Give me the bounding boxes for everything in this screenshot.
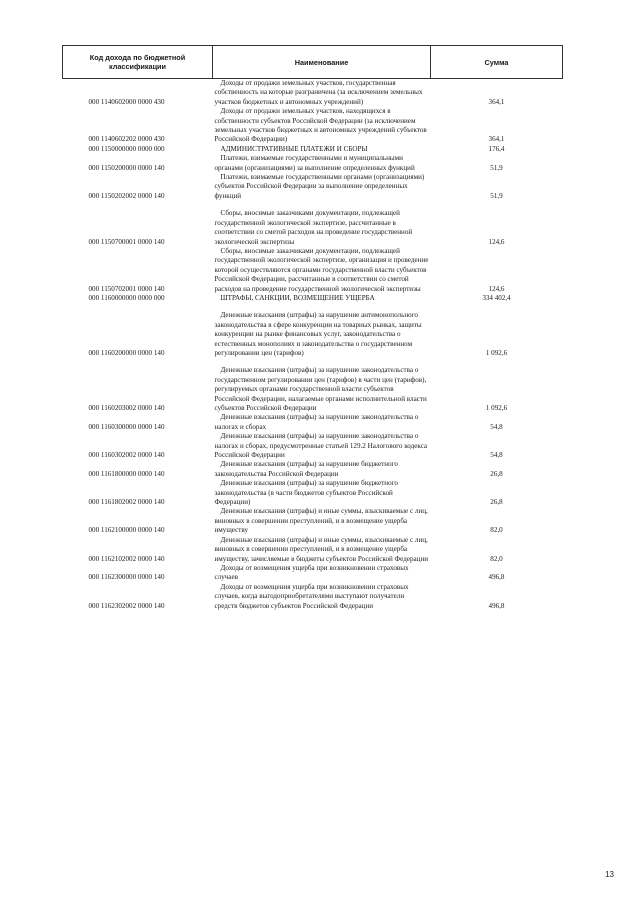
row-code: 000 1161800000 0000 140 [88,469,165,478]
row-code: 000 1161802002 0000 140 [88,498,165,507]
table-row [63,564,563,583]
table-row [63,173,563,201]
row-name: Денежные взыскания (штрафы) за нарушение бюджетного законодательства (в части бюджетов субъектов Российской Федерации) [214,479,398,507]
row-name: ШТРАФЫ, САНКЦИИ, ВОЗМЕЩЕНИЕ УЩЕРБА [220,293,375,302]
row-name: Денежные взыскания (штрафы) и иные суммы, взыскиваемые с лиц, виновных в совершении преступлений, и в возмещение ущерба имуществу [214,507,428,535]
page-number: 13 [605,870,614,879]
row-code: 000 1140602202 0000 430 [88,135,165,144]
row-code: 000 1160000000 0000 000 [88,293,165,302]
row-code: 000 1160302002 0000 140 [88,451,165,460]
table-row [63,247,563,294]
row-name: Доходы от продажи земельных участков, государственная собственность на которые разграничена (за исключением земельных участков бюджетных и автономных учреждений) [214,79,423,106]
table-body [63,79,563,611]
table-row [63,536,563,564]
table-row [63,201,563,247]
row-sum: 1 092,6 [485,404,508,412]
row-code: 000 1162102002 0000 140 [88,554,165,563]
row-sum: 364,1 [488,135,505,144]
row-sum: 334 402,4 [482,293,511,302]
row-name: Платежи, взимаемые государственными и муниципальными органами (организациями) за выполнение определенных функций [214,154,415,172]
table-row [63,294,563,303]
table-row [63,303,563,358]
row-code: 000 1150702001 0000 140 [88,284,165,293]
row-name: АДМИНИСТРАТИВНЫЕ ПЛАТЕЖИ И СБОРЫ [220,144,368,153]
row-sum: 124,6 [488,284,505,293]
row-name: Денежные взыскания (штрафы) за нарушение законодательства о налогах и сборах [214,413,419,431]
row-sum: 496,8 [488,573,505,582]
table-header-row [63,46,563,79]
row-code: 000 1150700001 0000 140 [88,237,165,246]
row-name: Доходы от продажи земельных участков, находящихся в собственности субъектов Российской Федерации (за исключением земельных участков бюджетных и автономных учреждений субъектов Российской Федерации) [214,107,427,144]
row-sum: 26,8 [490,498,503,507]
row-name: Сборы, вносимые заказчиками документации, подлежащей государственной экологической экспертизе, организация и проведение которой осуществляются органами государственной власти субъектов Российской Федерации, рассчитанные в соответствии со сметой расходов на проведение государственной экологической экспертизы [214,246,429,293]
table-row [63,432,563,460]
row-name: Денежные взыскания (штрафы) за нарушение законодательства о налогах и сборах, предусмотренные статьей 129.2 Налогового кодекса Российской Федерации [214,432,428,460]
row-code: 000 1140602000 0000 430 [88,97,165,106]
header-code: Код дохода по бюджетной классификации [63,46,213,79]
row-name: Денежные взыскания (штрафы) за нарушение законодательства о государственном регулировании цен (тарифов) в части цен (тарифов), регулируемых органами государственной власти субъектов Российской Федерации, налагаемые органами исполнительной власти субъектов Российской Федерации [214,366,427,412]
row-sum: 1 092,6 [485,348,508,357]
table-row [63,154,563,173]
row-sum: 51,9 [490,163,503,172]
row-sum: 124,6 [488,237,505,246]
row-name: Денежные взыскания (штрафы) за нарушение антимонопольного законодательства в сфере конкуренции на товарных рынках, защиты конкуренции на рынке финансовых услуг, законодательства о естественных монополиях и законодательства о государственном регулировании цен (тарифов) [214,311,422,357]
row-code: 000 1162100000 0000 140 [88,526,165,535]
row-sum: 54,8 [490,422,503,431]
table-row [63,79,563,108]
table-row [63,107,563,145]
row-name: Сборы, вносимые заказчиками документации, подлежащей государственной экологической экспертизе, рассчитанные в соответствии со сметой расходов на проведение государственной экологической экспертизы [214,209,413,246]
row-sum: 82,0 [490,554,503,563]
row-code: 000 1162302002 0000 140 [88,601,165,610]
row-sum: 82,0 [490,526,503,535]
row-code: 000 1160203002 0000 140 [88,404,165,412]
row-name: Денежные взыскания (штрафы) за нарушение бюджетного законодательства Российской Федерации [214,460,398,478]
header-name: Наименование [213,46,431,79]
table-row [63,583,563,611]
row-name: Денежные взыскания (штрафы) и иные суммы, взыскиваемые с лиц, виновных в совершении преступлений, и в возмещение ущерба имуществу, зачисляемые в бюджеты субъектов Российской Федерации [214,535,429,563]
row-name: Платежи, взимаемые государственными органами (организациями) субъектов Российской Федерации за выполнение определенных функций [214,173,425,200]
table-row [63,413,563,432]
row-code: 000 1162300000 0000 140 [88,573,165,582]
row-sum: 51,9 [490,191,503,200]
row-sum: 176,4 [488,144,505,153]
table-row [63,479,563,507]
table-row [63,145,563,154]
revenue-table [62,45,563,611]
header-sum: Сумма [431,46,563,79]
table-row [63,358,563,413]
row-code: 000 1150202002 0000 140 [88,191,165,200]
row-name: Доходы от возмещения ущерба при возникновении страховых случаев [214,563,409,582]
row-sum: 26,8 [490,469,503,478]
row-sum: 54,8 [490,451,503,460]
row-sum: 496,8 [488,601,505,610]
row-code: 000 1150200000 0000 140 [88,163,165,172]
table-row [63,460,563,479]
row-code: 000 1160200000 0000 140 [88,348,165,357]
row-sum: 364,1 [488,97,505,106]
table-row [63,507,563,535]
row-name: Доходы от возмещения ущерба при возникновении страховых случаев, когда выгодоприобретателями выступают получатели средств бюджетов субъектов Российской Федерации [214,582,409,610]
row-code: 000 1150000000 0000 000 [88,144,165,153]
row-code: 000 1160300000 0000 140 [88,422,165,431]
